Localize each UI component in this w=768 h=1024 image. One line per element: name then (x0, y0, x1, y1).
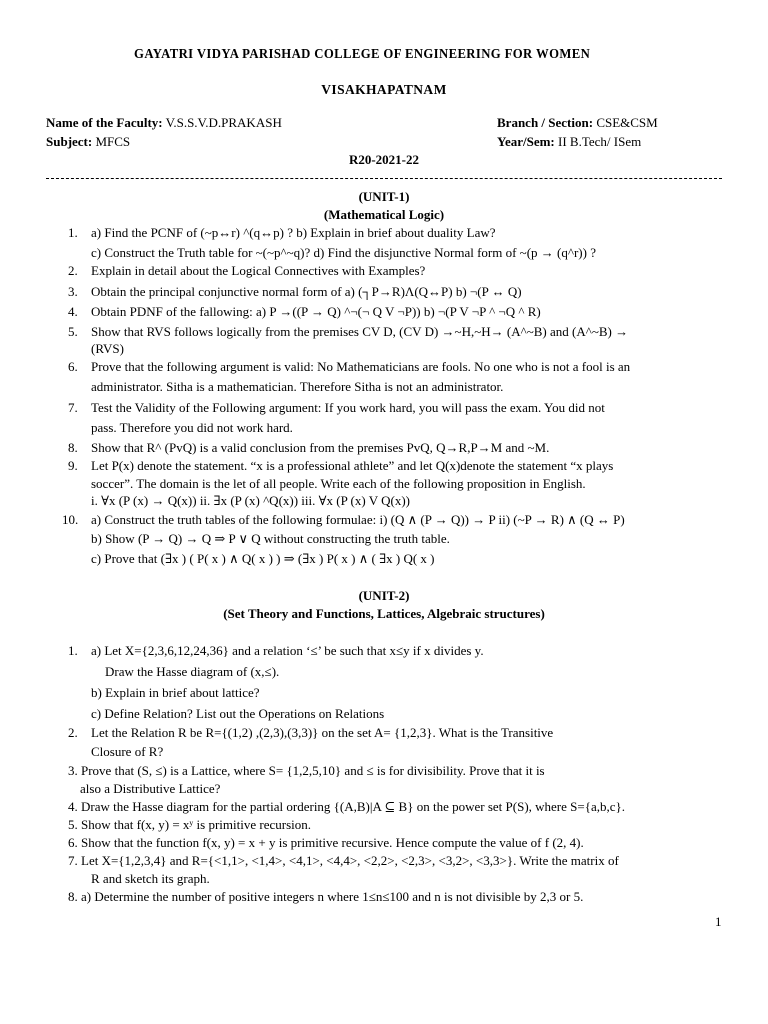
faculty-value: V.S.S.V.D.PRAKASH (165, 115, 282, 130)
branch-label: Branch / Section: (497, 115, 594, 130)
question-line: 4. Draw the Hasse diagram for the partial ordering {(A,B)|A ⊆ B} on the power set P(S), where S={a,b,c}. (68, 799, 625, 814)
q-number: 3. (68, 284, 78, 299)
page-number: 1 (715, 914, 722, 929)
question-line: Let the Relation R be R={(1,2) ,(2,3),(3,3)} on the set A= {1,2,3}. What is the Transitive (91, 725, 554, 740)
question-line: a) Find the PCNF of (~p↔r) ^(q↔p) ? b) Explain in brief about duality Law? (91, 225, 496, 240)
question-line: Show that RVS follows logically from the premises CV D, (CV D) →~H,~H→ (A^~B) and (A^~B) → (91, 324, 629, 339)
question-line: pass. Therefore you did not work hard. (91, 420, 293, 435)
subject-line (46, 134, 130, 150)
question-line: a) Let X={2,3,6,12,24,36} and a relation ‘≤’ be such that x≤y if x divides y. (91, 643, 484, 658)
q-number: 2. (68, 725, 78, 740)
question-line: R and sketch its graph. (91, 871, 210, 886)
branch-line (497, 115, 658, 131)
question-line: a) Construct the truth tables of the following formulae: i) (Q ∧ (P → Q)) → P ii) (~P → R) ∧ (Q ↔ P) (91, 512, 625, 527)
college-name: GAYATRI VIDYA PARISHAD COLLEGE OF ENGINEERING FOR WOMEN (134, 46, 591, 61)
regulation: R20-2021-22 (348, 152, 420, 167)
q-number: 7. (68, 400, 78, 415)
question-line: Show that R^ (PvQ) is a valid conclusion from the premises PvQ, Q→R,P→M and ~M. (91, 440, 550, 455)
question-line: 7. Let X={1,2,3,4} and R={<1,1>, <1,4>, <4,1>, <4,4>, <2,2>, <2,3>, <3,2>, <3,3>}. Write the matrix of (68, 853, 619, 868)
question-line: c) Define Relation? List out the Operations on Relations (91, 706, 385, 721)
q-number: 10. (62, 512, 79, 527)
question-line: Obtain PDNF of the fallowing: a) P →((P → Q) ^¬(¬ Q V ¬P)) b) ¬(P V ¬P ^ ¬Q ^ R) (91, 304, 541, 319)
question-line: soccer”. The domain is the let of all people. Write each of the following proposition in English. (91, 476, 586, 491)
question-line: c) Prove that (∃x ) ( P( x ) ∧ Q( x ) ) ⇒ (∃x ) P( x ) ∧ ( ∃x ) Q( x ) (91, 551, 435, 566)
question-line: Test the Validity of the Following argument: If you work hard, you will pass the exam. You did not (91, 400, 605, 415)
q-number: 2. (68, 263, 78, 278)
unit2-subtitle: (Set Theory and Functions, Lattices, Algebraic structures) (223, 606, 545, 621)
question-line: Closure of R? (91, 744, 164, 759)
year-label: Year/Sem: (497, 134, 555, 149)
year-line (497, 134, 641, 150)
question-line: 8. a) Determine the number of positive integers n where 1≤n≤100 and n is not divisible by 2,3 or 5. (68, 889, 584, 904)
question-line: 3. Prove that (S, ≤) is a Lattice, where S= {1,2,5,10} and ≤ is for divisibility. Prove that it is (68, 763, 545, 778)
question-line: Explain in detail about the Logical Connectives with Examples? (91, 263, 426, 278)
question-line: c) Construct the Truth table for ~(~p^~q)? d) Find the disjunctive Normal form of ~(p → (q^r)) ? (91, 245, 596, 260)
question-line: 6. Show that the function f(x, y) = x + y is primitive recursive. Hence compute the value of f (2, 4). (68, 835, 584, 850)
branch-value: CSE&CSM (596, 115, 658, 130)
question-line: b) Explain in brief about lattice? (91, 685, 260, 700)
q-number: 6. (68, 359, 78, 374)
question-line: Prove that the following argument is valid: No Mathematicians are fools. No one who is not a fool is an (91, 359, 631, 374)
question-line: i. ∀x (P (x) → Q(x)) ii. ∃x (P (x) ^Q(x)) iii. ∀x (P (x) V Q(x)) (91, 493, 411, 508)
faculty-label: Name of the Faculty: (46, 115, 163, 130)
question-line: Let P(x) denote the statement. “x is a professional athlete” and let Q(x)denote the statement “x plays (91, 458, 614, 473)
subject-value: MFCS (95, 134, 131, 149)
question-line: also a Distributive Lattice? (80, 781, 221, 796)
q-number: 1. (68, 643, 78, 658)
city-name: VISAKHAPATNAM (321, 82, 447, 97)
faculty-line (46, 115, 282, 131)
q-number: 8. (68, 440, 78, 455)
dashed-divider (46, 178, 722, 179)
q-number: 1. (68, 225, 78, 240)
question-line: Obtain the principal conjunctive normal form of a) (┐P→R)Λ(Q↔P) b) ¬(P ↔ Q) (91, 284, 522, 299)
unit1-subtitle: (Mathematical Logic) (323, 207, 445, 222)
year-value: II B.Tech/ ISem (558, 134, 642, 149)
q-number: 9. (68, 458, 78, 473)
question-line: administrator. Sitha is a mathematician. Therefore Sitha is not an administrator. (91, 379, 504, 394)
q-number: 5. (68, 324, 78, 339)
q-number: 4. (68, 304, 78, 319)
question-line: (RVS) (91, 341, 124, 356)
unit1-title: (UNIT-1) (358, 189, 410, 204)
question-line: b) Show (P → Q) → Q ⇒ P ∨ Q without constructing the truth table. (91, 531, 450, 546)
question-line: 5. Show that f(x, y) = xʸ is primitive recursion. (68, 817, 311, 832)
subject-label: Subject: (46, 134, 93, 149)
unit2-title: (UNIT-2) (358, 588, 410, 603)
question-line: Draw the Hasse diagram of (x,≤). (105, 664, 280, 679)
